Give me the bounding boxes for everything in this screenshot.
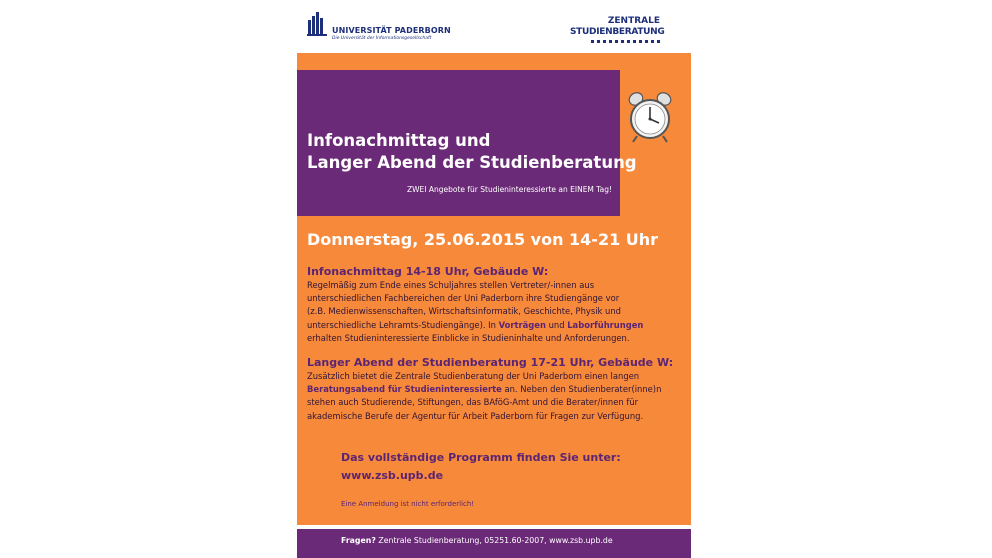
uni-paderborn-mark-icon — [307, 12, 329, 36]
section1-text-part: unterschiedliche Lehramts-Studiengänge). In — [307, 319, 499, 330]
section1-line: (z.B. Medienwissenschaften, Wirtschaftsinformatik, Geschichte, Physik und — [307, 306, 621, 317]
footer-bar — [297, 529, 691, 558]
program-url-link[interactable]: www.zsb.upb.de — [341, 469, 444, 482]
footer-details: Zentrale Studienberatung, 05251.60-2007, www.zsb.upb.de — [375, 536, 613, 545]
highlight-laborfuehrungen: Laborführungen — [567, 319, 644, 330]
orange-panel — [297, 53, 691, 525]
poster — [297, 0, 691, 558]
section1-title: Infonachmittag 14-18 Uhr, Gebäude W: — [307, 265, 549, 278]
hero-subtitle: ZWEI Angebote für Studieninteressierte an EINEM Tag! — [406, 185, 612, 194]
event-date: Donnerstag, 25.06.2015 von 14-21 Uhr — [307, 230, 659, 249]
zsb-logo — [570, 16, 665, 43]
footer-contact — [341, 536, 613, 545]
zsb-line1: ZENTRALE — [607, 16, 660, 26]
section2-text — [307, 370, 687, 423]
zsb-dots-icon — [570, 40, 660, 43]
highlight-vortraege: Vorträgen — [498, 319, 546, 330]
hero-title-line2: Langer Abend der Studienberatung — [307, 153, 637, 172]
hero-box — [297, 70, 637, 216]
uni-name: UNIVERSITÄT PADERBORN — [332, 26, 451, 35]
footer-label: Fragen? — [341, 536, 376, 545]
hero-title — [307, 130, 637, 174]
registration-note: Eine Anmeldung ist nicht erforderlich! — [341, 500, 475, 508]
section2-text-part: an. Neben den Studienberater(inne)n — [501, 384, 662, 395]
hero-title-line1: Infonachmittag und — [307, 131, 491, 150]
section2-line: stehen auch Studierende, Stiftungen, das BAföG-Amt und die Berater/innen für — [307, 397, 639, 408]
section1-line — [307, 319, 687, 332]
program-cta: Das vollständige Programm finden Sie unter: — [341, 451, 621, 464]
section2-line — [307, 383, 687, 396]
alarm-clock-icon — [624, 89, 676, 145]
uni-tagline: Die Universität der Informationsgesellschaft — [332, 36, 432, 41]
section1-line: erhalten Studieninteressierte Einblicke in Studieninhalte und Anforderungen. — [307, 332, 630, 343]
highlight-beratungsabend: Beratungsabend für Studieninteressierte — [307, 384, 502, 395]
zsb-line2: STUDIENBERATUNG — [570, 27, 665, 37]
section1-line: unterschiedlichen Fachbereichen der Uni Paderborn ihre Studiengänge vor — [307, 293, 620, 304]
section1-text — [307, 279, 687, 345]
section1-line: Regelmäßig zum Ende eines Schuljahres stellen Vertreter/-innen aus — [307, 280, 595, 290]
section1-text-part: und — [545, 319, 568, 330]
section2-line: Zusätzlich bietet die Zentrale Studienberatung der Uni Paderborn einen langen — [307, 371, 640, 381]
section2-title: Langer Abend der Studienberatung 17-21 Uhr, Gebäude W: — [307, 356, 674, 369]
section2-line: akademische Berufe der Agentur für Arbeit Paderborn für Fragen zur Verfügung. — [307, 410, 644, 421]
